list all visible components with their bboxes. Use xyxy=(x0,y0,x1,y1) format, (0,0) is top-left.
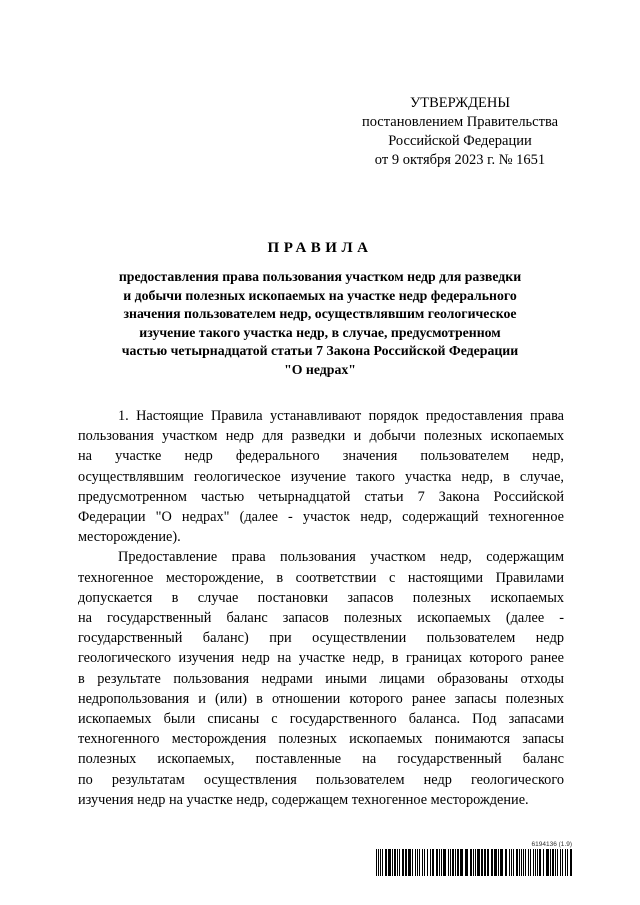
barcode-bar xyxy=(491,849,493,876)
barcode-bar xyxy=(552,849,554,876)
barcode-bar xyxy=(470,849,472,876)
barcode-bar xyxy=(450,849,451,876)
text-line: ископаемых были списаны с государственного баланса. Под запасами xyxy=(78,711,564,728)
barcode-icon xyxy=(376,849,573,876)
barcode-bar xyxy=(498,849,499,876)
barcode-bar xyxy=(509,849,510,876)
barcode-bar xyxy=(452,849,454,876)
text-line: 1. Настоящие Правила устанавливают порядок предоставления права xyxy=(118,408,564,424)
barcode-bar xyxy=(528,849,529,876)
text-line: геологического изучения недр на участке недр, в границах которого ранее xyxy=(78,650,564,667)
text-line: изучения недр на участке недр, содержащем техногенное месторождение. xyxy=(78,791,529,808)
text-line: недропользования и (или) в отношении которого ранее запасы полезных xyxy=(78,690,564,707)
barcode-bar xyxy=(533,849,534,876)
subtitle-line: значения пользователем недр, осуществлявшим геологическое xyxy=(123,306,517,321)
barcode-bar xyxy=(397,849,398,876)
barcode-bar xyxy=(519,849,520,876)
barcode-bar xyxy=(550,849,551,876)
barcode-bar xyxy=(443,849,446,876)
barcode-bar xyxy=(555,849,556,876)
text-line: пользования участком недр для разведки и добычи полезных ископаемых xyxy=(78,428,564,445)
barcode-bar xyxy=(402,849,404,876)
barcode-bar xyxy=(565,849,566,876)
barcode-bar xyxy=(562,849,563,876)
text-line: на государственный баланс запасов полезных ископаемых (далее - xyxy=(78,610,564,627)
document-code: 6194136 (1.9) xyxy=(531,841,572,848)
barcode-bar xyxy=(475,849,476,876)
document-subtitle xyxy=(60,268,580,379)
text-line: месторождение). xyxy=(78,529,181,546)
barcode-bar xyxy=(439,849,440,876)
barcode-bar xyxy=(412,849,413,876)
barcode-bar xyxy=(487,849,489,876)
text-line: допускается в случае постановки запасов полезных ископаемых xyxy=(78,589,564,606)
barcode-bar xyxy=(516,849,518,876)
barcode-bar xyxy=(427,849,428,876)
approval-title: УТВЕРЖДЕНЫ xyxy=(409,95,511,111)
subtitle-line: предоставления права пользования участком недр для разведки xyxy=(118,269,522,284)
barcode-bar xyxy=(557,849,558,876)
paragraph-2 xyxy=(78,547,564,810)
barcode-bar xyxy=(405,849,407,876)
barcode-bar xyxy=(539,849,541,876)
barcode-bar xyxy=(388,849,391,876)
barcode-bar xyxy=(430,849,431,876)
barcode-bar xyxy=(460,849,463,876)
text-line: осуществлявшим геологическое изучение такого участка недр, в случае, xyxy=(78,468,564,485)
approval-line: постановлением Правительства xyxy=(361,114,559,130)
document-body xyxy=(78,406,564,810)
barcode-bar xyxy=(448,849,449,876)
barcode-bar xyxy=(455,849,456,876)
subtitle-line: изучение такого участка недр, в случае, предусмотренном xyxy=(139,324,501,340)
barcode-bar xyxy=(484,849,486,876)
barcode-bar xyxy=(392,849,393,876)
subtitle-line: и добычи полезных ископаемых на участке недр федерального xyxy=(123,287,517,303)
barcode-bar xyxy=(560,849,561,876)
barcode-bar xyxy=(500,849,503,876)
text-line: государственный баланс) при осуществлении пользователем недр xyxy=(78,630,564,647)
text-line: техногенного месторождения полезных ископаемых понимаются запасы xyxy=(78,731,564,748)
document-heading: ПРАВИЛА xyxy=(267,240,373,256)
approval-line: Российской Федерации xyxy=(388,133,532,149)
barcode-bar xyxy=(394,849,396,876)
barcode-bar xyxy=(570,849,572,876)
barcode-bar xyxy=(473,849,474,876)
barcode-bar xyxy=(399,849,400,876)
barcode-bar xyxy=(457,849,459,876)
barcode-bar xyxy=(537,849,538,876)
text-line: в результате пользования недрами иными лицами образованы отходы xyxy=(78,670,564,687)
barcode-bar xyxy=(382,849,383,876)
barcode-bar xyxy=(511,849,512,876)
text-line: предусмотренном частью четырнадцатой статьи 7 Закона Российской xyxy=(78,488,564,505)
barcode-bar xyxy=(432,849,434,876)
barcode-bar xyxy=(376,849,377,876)
paragraph-1 xyxy=(78,406,564,547)
text-line: Федерации "О недрах" (далее - участок недр, содержащий техногенное xyxy=(78,509,564,526)
barcode-bar xyxy=(465,849,468,876)
barcode-bar xyxy=(494,849,497,876)
barcode-bar xyxy=(523,849,524,876)
barcode-bar xyxy=(422,849,423,876)
approval-block xyxy=(340,94,580,170)
barcode-bar xyxy=(567,849,568,876)
barcode-bar xyxy=(477,849,480,876)
barcode-bar xyxy=(380,849,381,876)
approval-date: от 9 октября 2023 г. № 1651 xyxy=(374,152,546,168)
barcode-bar xyxy=(535,849,536,876)
text-line: Предоставление права пользования участком недр, содержащим xyxy=(118,549,564,566)
barcode-bar xyxy=(543,849,544,876)
text-line: на участке недр федерального значения пользователем недр, xyxy=(78,448,564,465)
barcode-bar xyxy=(505,849,507,876)
text-line: по результатам осуществления пользователем недр геологического xyxy=(78,771,564,788)
barcode-bar xyxy=(419,849,420,876)
barcode-bar xyxy=(481,849,483,876)
subtitle-line: частью четырнадцатой статьи 7 Закона Российской Федерации xyxy=(121,343,519,358)
barcode-bar xyxy=(521,849,522,876)
barcode-bar xyxy=(441,849,442,876)
barcode-bar xyxy=(385,849,387,876)
barcode-bar xyxy=(525,849,526,876)
barcode-bar xyxy=(530,849,531,876)
barcode-bar xyxy=(546,849,549,876)
text-line: техногенное месторождение, в соответствии с настоящими Правилами xyxy=(78,569,564,586)
barcode-bar xyxy=(408,849,411,876)
text-line: полезных ископаемых, поставленные на государственный баланс xyxy=(78,751,564,768)
barcode-bar xyxy=(417,849,418,876)
barcode-bar xyxy=(378,849,379,876)
barcode-bar xyxy=(513,849,514,876)
subtitle-line: "О недрах" xyxy=(284,361,356,377)
barcode-bar xyxy=(415,849,416,876)
barcode-bar xyxy=(436,849,438,876)
barcode-bar xyxy=(424,849,425,876)
